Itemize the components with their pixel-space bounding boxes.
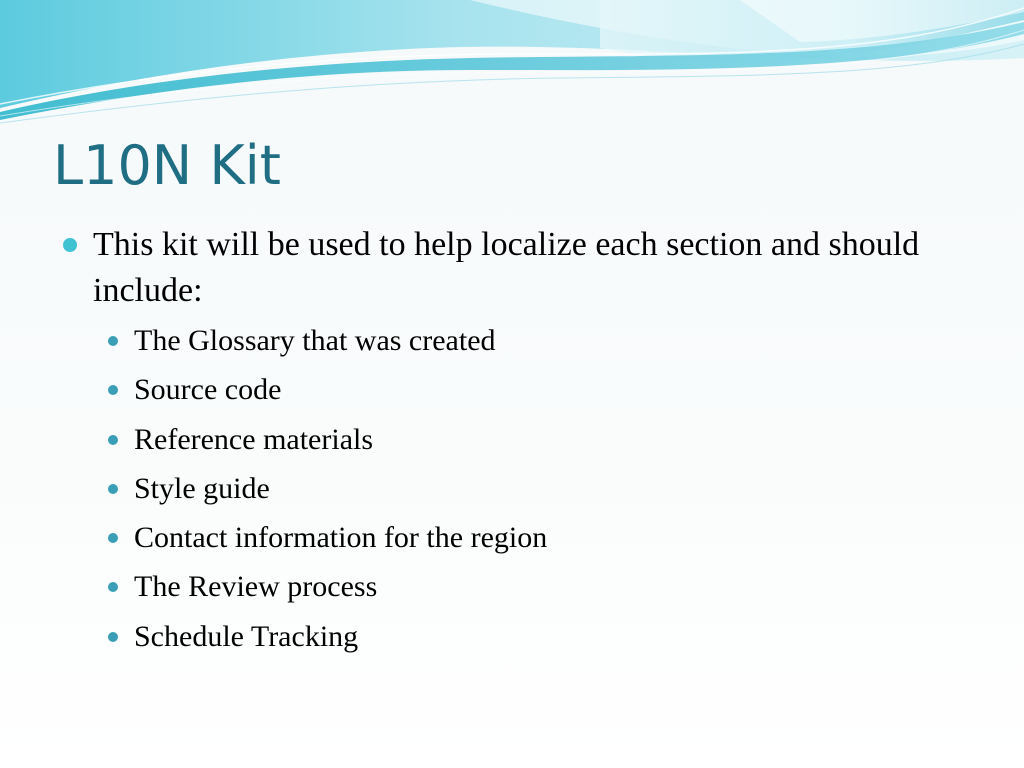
list-item-text: Contact information for the region — [134, 521, 548, 555]
sub-bullet-dot-icon — [108, 582, 118, 592]
sub-bullet-dot-icon — [108, 385, 118, 395]
list-item-text: Style guide — [134, 471, 270, 505]
bullet-dot-icon — [63, 238, 77, 252]
list-item-text: Source code — [134, 373, 282, 407]
wave-header-decoration — [0, 0, 1024, 130]
main-bullet — [62, 222, 962, 314]
list-item — [107, 365, 962, 414]
list-item-text: The Review process — [134, 570, 378, 604]
sub-bullet-dot-icon — [108, 484, 118, 494]
slide-title: L10N Kit — [53, 134, 281, 197]
list-item — [107, 316, 962, 365]
list-item-text: The Glossary that was created — [134, 324, 496, 357]
slide-content — [62, 222, 962, 661]
sub-bullet-dot-icon — [108, 435, 118, 445]
sub-bullet-dot-icon — [108, 336, 118, 346]
list-item — [107, 612, 962, 661]
list-item — [107, 415, 962, 464]
list-item — [107, 464, 962, 513]
main-bullet-text: This kit will be used to help localize each section and should include: — [93, 226, 920, 309]
list-item — [107, 513, 962, 562]
sub-bullet-dot-icon — [108, 632, 118, 642]
sub-bullet-dot-icon — [108, 533, 118, 543]
list-item — [107, 562, 962, 611]
sub-bullet-list — [62, 316, 962, 661]
list-item-text: Reference materials — [134, 422, 374, 456]
list-item-text: Schedule Tracking — [134, 619, 359, 653]
